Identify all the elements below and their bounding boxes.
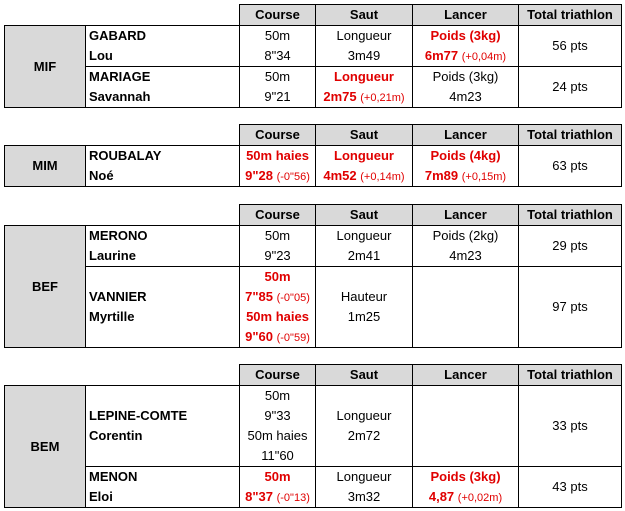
value-text: Longueur — [336, 408, 392, 423]
athlete-row — [5, 226, 622, 267]
athlete-name-line: VANNIER — [89, 289, 147, 304]
column-header: Saut — [316, 5, 413, 26]
value-text: Longueur — [334, 69, 394, 84]
delta-text: (-0"56) — [276, 171, 310, 183]
saut-value — [316, 487, 412, 507]
delta-text: (-0"05) — [276, 292, 310, 304]
value-text: 9"33 — [264, 408, 291, 423]
column-header: Lancer — [413, 365, 519, 386]
lancer-cell — [413, 386, 519, 467]
column-header: Total triathlon — [519, 365, 622, 386]
athlete-name-cell — [86, 226, 240, 267]
saut-value — [316, 226, 412, 246]
value-text: 50m haies — [246, 309, 309, 324]
blank-cell — [5, 365, 240, 386]
value-text: 9"23 — [264, 248, 291, 263]
course-value — [240, 327, 315, 347]
column-header: Lancer — [413, 5, 519, 26]
course-cell — [240, 146, 316, 187]
value-text: Longueur — [336, 469, 392, 484]
value-text: Longueur — [334, 148, 394, 163]
value-text: 2m41 — [347, 248, 381, 263]
course-value — [240, 467, 315, 487]
value-text: 50m — [264, 28, 291, 43]
athlete-name-cell — [86, 386, 240, 467]
results-table-bef — [4, 204, 622, 348]
column-header: Saut — [316, 365, 413, 386]
blank-cell — [5, 125, 240, 146]
column-header: Lancer — [413, 125, 519, 146]
athlete-row — [5, 467, 622, 508]
value-text: 8"37 — [245, 489, 273, 504]
value-text: Longueur — [336, 228, 392, 243]
header-row — [5, 5, 622, 26]
value-text: 9"28 — [245, 168, 273, 183]
course-value — [240, 26, 315, 46]
column-header: Total triathlon — [519, 5, 622, 26]
course-value — [240, 487, 315, 507]
saut-value — [316, 246, 412, 266]
delta-text: (+0,21m) — [360, 92, 405, 104]
course-value — [240, 226, 315, 246]
value-text: 7m89 — [424, 168, 459, 183]
value-text: 50m — [264, 69, 291, 84]
saut-cell — [316, 467, 413, 508]
blank-cell — [5, 205, 240, 226]
course-value — [240, 386, 315, 406]
lancer-value — [413, 67, 518, 87]
column-header: Total triathlon — [519, 205, 622, 226]
header-row — [5, 365, 622, 386]
lancer-cell — [413, 146, 519, 187]
lancer-cell — [413, 26, 519, 67]
athlete-name-line: ROUBALAY — [89, 148, 162, 163]
value-text: 3m49 — [347, 48, 381, 63]
header-row — [5, 205, 622, 226]
saut-value — [316, 46, 412, 66]
header-row — [5, 125, 622, 146]
saut-cell — [316, 267, 413, 348]
saut-value — [316, 87, 412, 107]
category-cell: BEF — [5, 226, 86, 348]
value-text: 6m77 — [424, 48, 459, 63]
athlete-row — [5, 267, 622, 348]
athlete-name-cell — [86, 467, 240, 508]
lancer-value — [413, 146, 518, 166]
category-cell: BEM — [5, 386, 86, 508]
value-text: 50m — [264, 469, 291, 484]
results-table-mif — [4, 4, 622, 108]
lancer-cell — [413, 67, 519, 108]
saut-cell — [316, 146, 413, 187]
athlete-row — [5, 67, 622, 108]
value-text: Poids (2kg) — [432, 228, 499, 243]
value-text: Poids (3kg) — [430, 28, 501, 43]
column-header: Lancer — [413, 205, 519, 226]
column-header: Saut — [316, 205, 413, 226]
delta-text: (-0"13) — [276, 492, 310, 504]
saut-value — [316, 406, 412, 426]
saut-value — [316, 307, 412, 327]
lancer-value — [413, 467, 518, 487]
course-value — [240, 426, 315, 446]
course-value — [240, 46, 315, 66]
value-text: Hauteur — [340, 289, 388, 304]
lancer-value — [413, 166, 518, 186]
value-text: Poids (3kg) — [432, 69, 499, 84]
value-text: 4m23 — [449, 248, 482, 263]
lancer-cell — [413, 267, 519, 348]
column-header: Course — [240, 365, 316, 386]
course-value — [240, 146, 315, 166]
saut-value — [316, 166, 412, 186]
saut-value — [316, 287, 412, 307]
results-table-bem — [4, 364, 622, 508]
total-cell: 24 pts — [519, 67, 622, 108]
value-text: 11"60 — [261, 448, 294, 463]
athlete-name-line: Lou — [89, 48, 113, 63]
athlete-name-line: Savannah — [89, 89, 151, 104]
value-text: 4m52 — [323, 168, 357, 183]
delta-text: (+0,14m) — [360, 171, 405, 183]
course-cell — [240, 26, 316, 67]
total-cell: 56 pts — [519, 26, 622, 67]
category-cell: MIM — [5, 146, 86, 187]
total-cell: 33 pts — [519, 386, 622, 467]
total-cell: 63 pts — [519, 146, 622, 187]
course-cell — [240, 467, 316, 508]
athlete-name-cell — [86, 267, 240, 348]
category-cell: MIF — [5, 26, 86, 108]
total-cell: 43 pts — [519, 467, 622, 508]
athlete-name-line: MARIAGE — [89, 69, 151, 84]
course-value — [240, 406, 315, 426]
lancer-value — [413, 246, 518, 266]
athlete-name-line: Noé — [89, 168, 114, 183]
value-text: 2m75 — [323, 89, 357, 104]
athlete-name-line: MERONO — [89, 228, 148, 243]
athlete-name-line: Corentin — [89, 428, 143, 443]
column-header: Course — [240, 205, 316, 226]
delta-text: (+0,15m) — [461, 171, 507, 183]
course-value — [240, 246, 315, 266]
course-cell — [240, 267, 316, 348]
value-text: 3m32 — [347, 489, 381, 504]
lancer-value — [413, 487, 518, 507]
lancer-value — [413, 226, 518, 246]
athlete-name-cell — [86, 146, 240, 187]
value-text: 2m72 — [347, 428, 381, 443]
value-text: 4,87 — [428, 489, 455, 504]
value-text: 9"21 — [264, 89, 291, 104]
value-text: 1m25 — [347, 309, 381, 324]
athlete-name-line: GABARD — [89, 28, 147, 43]
saut-value — [316, 426, 412, 446]
value-text: 50m — [264, 388, 291, 403]
athlete-row — [5, 146, 622, 187]
blank-cell — [5, 5, 240, 26]
value-text: 50m haies — [247, 428, 308, 443]
value-text: 4m23 — [449, 89, 482, 104]
value-text: 50m — [264, 228, 291, 243]
lancer-cell — [413, 467, 519, 508]
saut-cell — [316, 386, 413, 467]
saut-cell — [316, 67, 413, 108]
athlete-name-line: MENON — [89, 469, 138, 484]
athlete-row — [5, 26, 622, 67]
course-value — [240, 67, 315, 87]
course-cell — [240, 67, 316, 108]
total-cell: 97 pts — [519, 267, 622, 348]
course-value — [240, 87, 315, 107]
course-value — [240, 287, 315, 307]
value-text: 50m haies — [246, 148, 309, 163]
value-text: Longueur — [336, 28, 392, 43]
value-text: 7"85 — [245, 289, 273, 304]
saut-cell — [316, 226, 413, 267]
value-text: 9"60 — [245, 329, 273, 344]
athlete-name-cell — [86, 26, 240, 67]
athlete-name-cell — [86, 67, 240, 108]
value-text: 50m — [264, 269, 291, 284]
course-cell — [240, 226, 316, 267]
athlete-name-line: Eloi — [89, 489, 113, 504]
saut-value — [316, 146, 412, 166]
column-header: Course — [240, 5, 316, 26]
lancer-cell — [413, 226, 519, 267]
saut-value — [316, 467, 412, 487]
course-value — [240, 267, 315, 287]
saut-value — [316, 26, 412, 46]
delta-text: (-0"59) — [276, 332, 310, 344]
athlete-row — [5, 386, 622, 467]
saut-cell — [316, 26, 413, 67]
delta-text: (+0,02m) — [457, 492, 503, 504]
course-value — [240, 446, 315, 466]
lancer-value — [413, 26, 518, 46]
value-text: Poids (4kg) — [430, 148, 501, 163]
course-value — [240, 307, 315, 327]
column-header: Total triathlon — [519, 125, 622, 146]
results-table-mim — [4, 124, 622, 187]
athlete-name-line: Laurine — [89, 248, 136, 263]
course-value — [240, 166, 315, 186]
course-cell — [240, 386, 316, 467]
total-cell: 29 pts — [519, 226, 622, 267]
athlete-name-line: LEPINE-COMTE — [89, 408, 188, 423]
athlete-name-line: Myrtille — [89, 309, 135, 324]
column-header: Saut — [316, 125, 413, 146]
saut-value — [316, 67, 412, 87]
value-text: 8"34 — [264, 48, 291, 63]
lancer-value — [413, 46, 518, 66]
lancer-value — [413, 87, 518, 107]
value-text: Poids (3kg) — [430, 469, 501, 484]
column-header: Course — [240, 125, 316, 146]
delta-text: (+0,04m) — [461, 51, 507, 63]
